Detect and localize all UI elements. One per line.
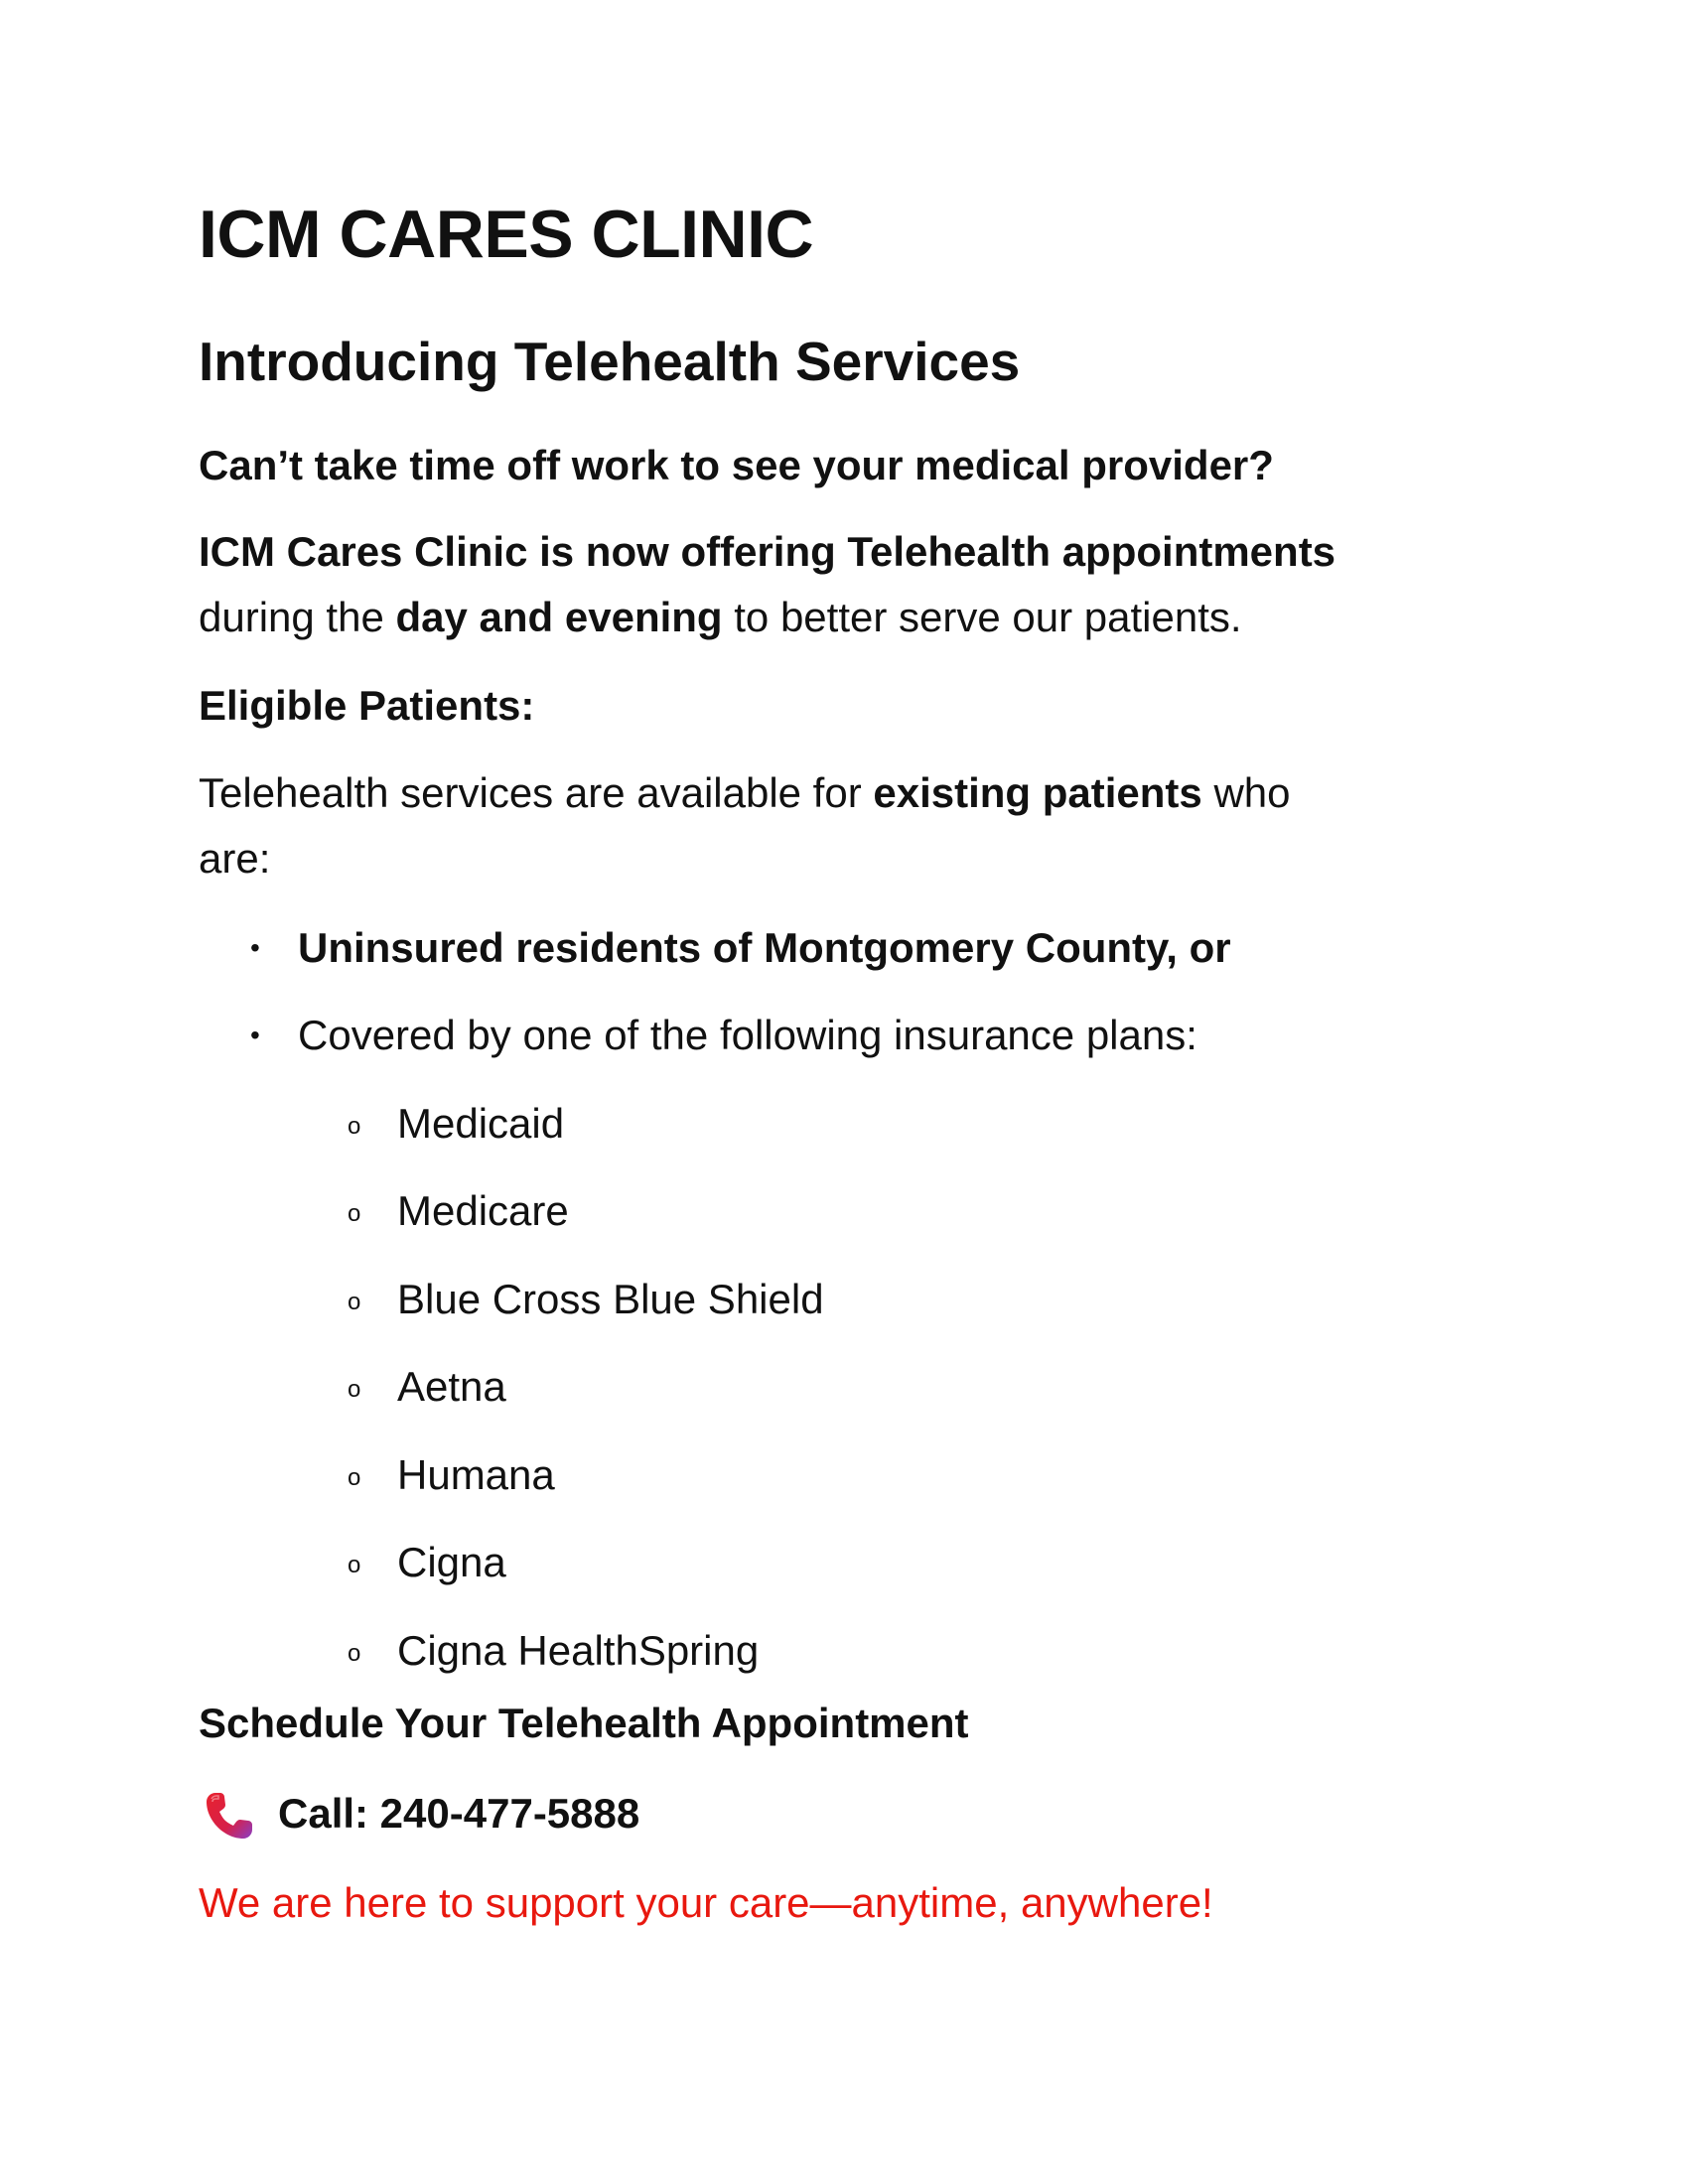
availability-start: Telehealth services are available for [199,769,874,816]
call-phone-number: Call: 240-477-5888 [278,1790,640,1837]
availability-paragraph [199,760,1291,891]
sub-bullet-circle: o [348,1113,361,1140]
uninsured-bold: Uninsured residents of Montgomery County [298,924,1167,971]
sub-bullet-circle: o [348,1640,361,1667]
bullet-dot: • [250,1020,260,1050]
sub-bullet-circle: o [348,1464,361,1491]
uninsured-text [298,915,1231,981]
telephone-receiver-icon [203,1789,256,1843]
offer-line-2-end: to better serve our patients. [722,594,1242,640]
plan-name: Humana [397,1451,555,1498]
sub-bullet-circle: o [348,1376,361,1403]
offer-line-2-start: during the [199,594,396,640]
eligible-patients-heading: Eligible Patients: [199,682,535,729]
offer-line-1: ICM Cares Clinic is now offering Telehealth appointments [199,528,1336,575]
document-page [199,0,1509,2184]
availability-line-2: are: [199,835,271,882]
offer-day-evening: day and evening [395,594,723,640]
sub-bullet-circle: o [348,1289,361,1315]
clinic-title: ICM CARES CLINIC [199,197,814,272]
existing-patients-text: existing patients [873,769,1202,816]
sub-bullet-circle: o [348,1200,361,1227]
insured-text: Covered by one of the following insurance plans: [298,1012,1197,1058]
availability-line-1 [199,760,1291,826]
offer-line-2 [199,585,1336,650]
plan-name: Blue Cross Blue Shield [397,1276,824,1322]
offer-paragraph [199,519,1336,650]
plan-name: Medicare [397,1187,569,1234]
uninsured-suffix: , or [1166,924,1231,971]
question-heading: Can’t take time off work to see your medical provider? [199,442,1274,488]
plan-name: Aetna [397,1363,506,1410]
support-tagline: We are here to support your care—anytime, anywhere! [199,1879,1213,1926]
availability-end: who [1201,769,1291,816]
sub-bullet-circle: o [348,1552,361,1578]
plan-name: Cigna HealthSpring [397,1627,760,1674]
telehealth-subtitle: Introducing Telehealth Services [199,331,1021,392]
schedule-heading: Schedule Your Telehealth Appointment [199,1700,969,1746]
bullet-dot: • [250,932,260,963]
plan-name: Cigna [397,1539,506,1585]
plan-name: Medicaid [397,1100,565,1147]
